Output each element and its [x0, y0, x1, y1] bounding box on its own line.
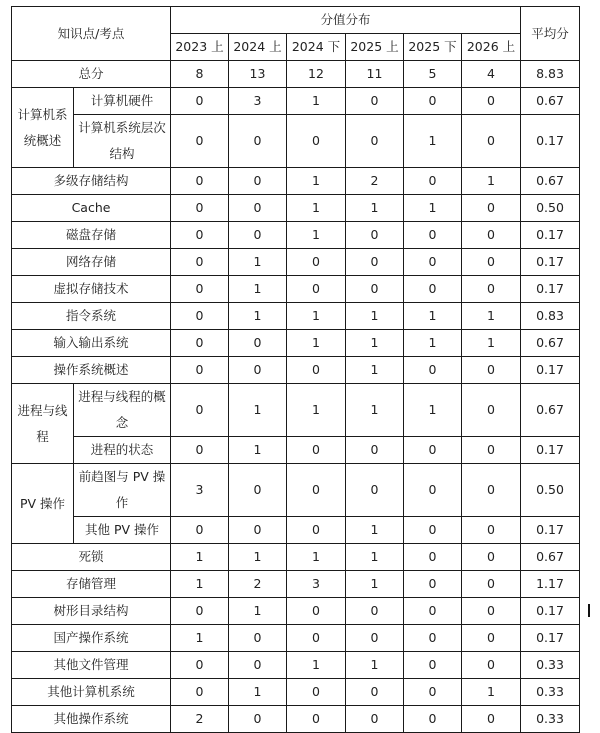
cell-value: 0: [171, 598, 229, 625]
period-header: 2025 上: [346, 34, 404, 61]
cell-average: 0.33: [521, 652, 580, 679]
cell-value: 0: [287, 276, 346, 303]
cell-value: 0: [462, 625, 521, 652]
table-row: [12, 544, 580, 571]
row-label: 虚拟存储技术: [12, 276, 171, 303]
cell-value: 1: [346, 303, 404, 330]
cell-value: 0: [229, 625, 287, 652]
score-dist-header: 分值分布: [171, 7, 521, 34]
cell-value: 0: [462, 384, 521, 437]
cell-value: 1: [287, 384, 346, 437]
table-row: [12, 679, 580, 706]
row-label: 多级存储结构: [12, 168, 171, 195]
row-label: 输入输出系统: [12, 330, 171, 357]
cell-value: 5: [404, 61, 462, 88]
cell-value: 0: [171, 115, 229, 168]
cell-average: 0.50: [521, 464, 580, 517]
cell-value: 1: [462, 679, 521, 706]
cell-value: 2: [229, 571, 287, 598]
cell-value: 0: [171, 195, 229, 222]
cell-value: 1: [404, 384, 462, 437]
cell-value: 0: [171, 357, 229, 384]
table-row: [12, 384, 580, 437]
cell-value: 0: [462, 598, 521, 625]
cell-value: 0: [404, 598, 462, 625]
cell-value: 1: [346, 544, 404, 571]
row-label: 树形目录结构: [12, 598, 171, 625]
cell-value: 2: [346, 168, 404, 195]
cell-value: 0: [346, 464, 404, 517]
cell-value: 13: [229, 61, 287, 88]
cell-value: 2: [171, 706, 229, 733]
cell-value: 0: [287, 357, 346, 384]
cell-value: 0: [462, 115, 521, 168]
cell-value: 1: [229, 437, 287, 464]
cell-value: 0: [404, 276, 462, 303]
cell-value: 0: [462, 276, 521, 303]
cell-value: 1: [404, 195, 462, 222]
cell-value: 0: [404, 464, 462, 517]
cell-value: 1: [229, 384, 287, 437]
cell-value: 1: [229, 249, 287, 276]
cell-value: 0: [346, 115, 404, 168]
table-row: [12, 61, 580, 88]
table-row: [12, 249, 580, 276]
cell-value: 1: [287, 88, 346, 115]
row-label: 其他 PV 操作: [74, 517, 171, 544]
cell-value: 0: [346, 598, 404, 625]
cell-value: 0: [229, 222, 287, 249]
cell-value: 0: [462, 571, 521, 598]
cell-value: 1: [287, 330, 346, 357]
row-label: 计算机硬件: [74, 88, 171, 115]
cell-value: 1: [229, 679, 287, 706]
cell-value: 0: [229, 195, 287, 222]
cell-value: 0: [346, 706, 404, 733]
cell-value: 0: [287, 249, 346, 276]
cell-value: 0: [171, 679, 229, 706]
cell-average: 8.83: [521, 61, 580, 88]
cell-value: 1: [346, 571, 404, 598]
cell-average: 0.83: [521, 303, 580, 330]
cell-value: 11: [346, 61, 404, 88]
table-row: [12, 276, 580, 303]
cell-value: 0: [462, 652, 521, 679]
cell-value: 1: [229, 544, 287, 571]
cell-value: 0: [404, 625, 462, 652]
cell-value: 3: [171, 464, 229, 517]
cell-average: 0.33: [521, 706, 580, 733]
row-label: 其他操作系统: [12, 706, 171, 733]
cell-average: 0.17: [521, 598, 580, 625]
cell-value: 0: [229, 517, 287, 544]
cell-average: 0.17: [521, 276, 580, 303]
cell-value: 0: [171, 652, 229, 679]
table-row: [12, 437, 580, 464]
row-label: 计算机系统层次结构: [74, 115, 171, 168]
cell-value: 12: [287, 61, 346, 88]
cell-average: 0.17: [521, 517, 580, 544]
cell-value: 1: [287, 195, 346, 222]
edge-mark: [588, 604, 590, 617]
table-row: [12, 222, 580, 249]
cell-value: 0: [462, 88, 521, 115]
cell-value: 0: [346, 88, 404, 115]
average-header: 平均分: [521, 7, 580, 61]
cell-value: 0: [346, 249, 404, 276]
cell-value: 1: [346, 357, 404, 384]
row-label: 总分: [12, 61, 171, 88]
cell-value: 1: [229, 303, 287, 330]
cell-value: 0: [462, 195, 521, 222]
cell-value: 0: [229, 652, 287, 679]
cell-value: 1: [404, 303, 462, 330]
cell-average: 0.17: [521, 115, 580, 168]
row-label: 死锁: [12, 544, 171, 571]
cell-value: 0: [462, 544, 521, 571]
cell-average: 1.17: [521, 571, 580, 598]
row-label: Cache: [12, 195, 171, 222]
table-row: [12, 652, 580, 679]
cell-value: 1: [171, 571, 229, 598]
cell-value: 1: [287, 303, 346, 330]
row-label: 进程的状态: [74, 437, 171, 464]
cell-value: 0: [462, 222, 521, 249]
table-row: [12, 625, 580, 652]
cell-value: 0: [287, 517, 346, 544]
table-row: [12, 357, 580, 384]
cell-average: 0.17: [521, 625, 580, 652]
period-header: 2024 下: [287, 34, 346, 61]
cell-value: 0: [462, 706, 521, 733]
cell-value: 0: [229, 706, 287, 733]
cell-value: 0: [287, 679, 346, 706]
row-label: 磁盘存储: [12, 222, 171, 249]
cell-value: 1: [404, 115, 462, 168]
cell-value: 0: [404, 571, 462, 598]
cell-average: 0.67: [521, 168, 580, 195]
cell-average: 0.67: [521, 384, 580, 437]
cell-value: 0: [171, 168, 229, 195]
cell-average: 0.33: [521, 679, 580, 706]
row-label: 网络存储: [12, 249, 171, 276]
cell-value: 0: [229, 115, 287, 168]
cell-value: 0: [229, 330, 287, 357]
row-label: 指令系统: [12, 303, 171, 330]
group-label: PV 操作: [12, 464, 74, 544]
cell-value: 0: [404, 679, 462, 706]
cell-average: 0.17: [521, 357, 580, 384]
cell-value: 0: [462, 357, 521, 384]
row-label: 其他文件管理: [12, 652, 171, 679]
cell-value: 1: [287, 544, 346, 571]
period-header: 2024 上: [229, 34, 287, 61]
cell-value: 0: [171, 517, 229, 544]
cell-value: 0: [346, 679, 404, 706]
cell-value: 0: [404, 88, 462, 115]
cell-value: 1: [462, 168, 521, 195]
row-label: 操作系统概述: [12, 357, 171, 384]
cell-value: 1: [171, 625, 229, 652]
row-label: 前趋图与 PV 操作: [74, 464, 171, 517]
cell-value: 1: [287, 222, 346, 249]
cell-value: 0: [404, 357, 462, 384]
cell-average: 0.17: [521, 437, 580, 464]
table-row: [12, 115, 580, 168]
cell-value: 0: [229, 357, 287, 384]
table-row: [12, 517, 580, 544]
cell-value: 3: [287, 571, 346, 598]
table-row: [12, 88, 580, 115]
cell-value: 0: [404, 168, 462, 195]
cell-value: 0: [171, 437, 229, 464]
table-row: [12, 303, 580, 330]
cell-value: 4: [462, 61, 521, 88]
cell-value: 0: [287, 625, 346, 652]
cell-value: 0: [287, 706, 346, 733]
cell-average: 0.50: [521, 195, 580, 222]
cell-value: 0: [404, 517, 462, 544]
group-label: 进程与线程: [12, 384, 74, 464]
cell-value: 0: [404, 544, 462, 571]
cell-value: 0: [287, 464, 346, 517]
cell-average: 0.67: [521, 544, 580, 571]
cell-value: 0: [404, 437, 462, 464]
cell-value: 1: [287, 168, 346, 195]
row-label: 其他计算机系统: [12, 679, 171, 706]
cell-value: 0: [171, 330, 229, 357]
cell-value: 0: [171, 384, 229, 437]
table-row: [12, 195, 580, 222]
cell-value: 1: [229, 598, 287, 625]
cell-value: 1: [287, 652, 346, 679]
cell-value: 1: [171, 544, 229, 571]
cell-value: 0: [171, 303, 229, 330]
row-label: 国产操作系统: [12, 625, 171, 652]
cell-value: 0: [346, 625, 404, 652]
table-row: [12, 464, 580, 517]
table-row: [12, 571, 580, 598]
row-label: 存储管理: [12, 571, 171, 598]
cell-average: 0.67: [521, 330, 580, 357]
cell-value: 3: [229, 88, 287, 115]
cell-value: 1: [462, 303, 521, 330]
cell-average: 0.67: [521, 88, 580, 115]
period-header: 2023 上: [171, 34, 229, 61]
cell-value: 1: [462, 330, 521, 357]
cell-value: 0: [229, 464, 287, 517]
cell-value: 0: [171, 222, 229, 249]
cell-value: 0: [346, 276, 404, 303]
table-row: [12, 168, 580, 195]
cell-value: 0: [229, 168, 287, 195]
cell-value: 0: [404, 652, 462, 679]
cell-value: 0: [462, 437, 521, 464]
period-header: 2026 上: [462, 34, 521, 61]
cell-value: 0: [404, 249, 462, 276]
period-header: 2025 下: [404, 34, 462, 61]
topic-header: 知识点/考点: [12, 7, 171, 61]
cell-value: 0: [462, 464, 521, 517]
table-row: [12, 598, 580, 625]
cell-value: 8: [171, 61, 229, 88]
cell-value: 1: [404, 330, 462, 357]
cell-value: 0: [171, 249, 229, 276]
cell-value: 0: [346, 222, 404, 249]
cell-average: 0.17: [521, 249, 580, 276]
table-row: [12, 706, 580, 733]
cell-value: 1: [346, 330, 404, 357]
cell-value: 0: [404, 222, 462, 249]
cell-value: 0: [287, 115, 346, 168]
cell-value: 0: [287, 437, 346, 464]
cell-value: 1: [346, 384, 404, 437]
row-label: 进程与线程的概念: [74, 384, 171, 437]
cell-value: 0: [346, 437, 404, 464]
score-distribution-table: [11, 6, 580, 733]
cell-value: 0: [171, 88, 229, 115]
cell-value: 0: [404, 706, 462, 733]
cell-value: 1: [229, 276, 287, 303]
cell-value: 1: [346, 195, 404, 222]
cell-average: 0.17: [521, 222, 580, 249]
cell-value: 1: [346, 517, 404, 544]
table-row: [12, 330, 580, 357]
cell-value: 0: [462, 249, 521, 276]
group-label: 计算机系统概述: [12, 88, 74, 168]
cell-value: 1: [346, 652, 404, 679]
cell-value: 0: [171, 276, 229, 303]
header-row-1: [12, 7, 580, 34]
cell-value: 0: [462, 517, 521, 544]
cell-value: 0: [287, 598, 346, 625]
